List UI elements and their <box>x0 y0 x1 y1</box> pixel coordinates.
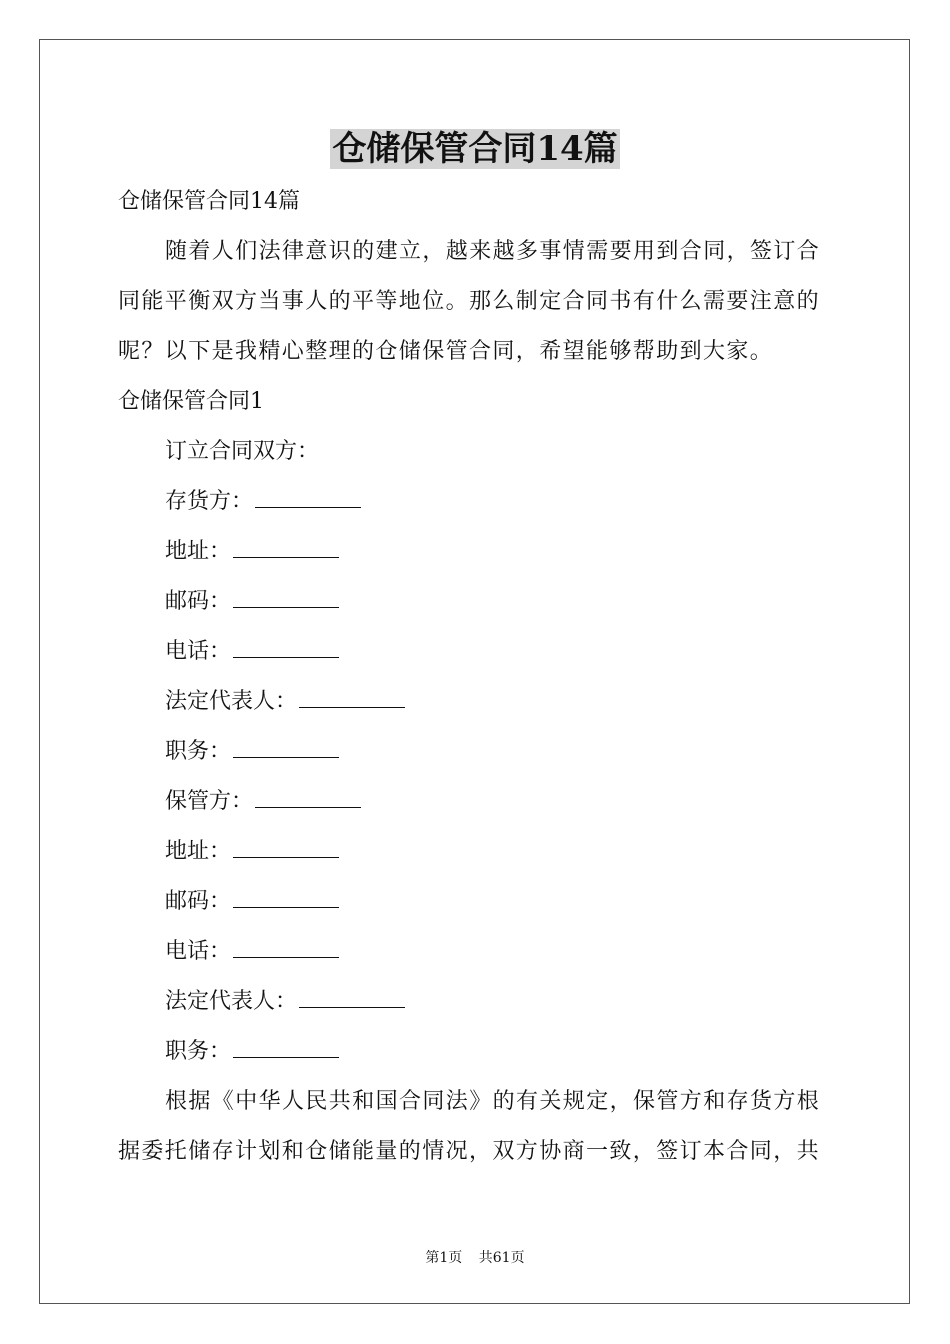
field-blank-line <box>299 689 405 708</box>
field-row <box>118 727 832 777</box>
field-blank-line <box>233 589 339 608</box>
field-label: 地址： <box>165 539 232 564</box>
field-blank-line <box>255 789 361 808</box>
field-label: 邮码： <box>165 889 232 914</box>
field-row <box>118 877 832 927</box>
field-row <box>118 977 832 1027</box>
parties-heading: 订立合同双方： <box>165 439 320 464</box>
subtitle: 仓储保管合同14篇 <box>118 189 300 214</box>
field-blank-line <box>233 839 339 858</box>
field-label: 职务： <box>165 1039 232 1064</box>
field-label: 存货方： <box>165 489 254 514</box>
field-blank-line <box>299 989 405 1008</box>
document-title-wrap <box>0 128 950 170</box>
field-blank-line <box>233 639 339 658</box>
field-blank-line <box>233 739 339 758</box>
document-body <box>118 177 832 1177</box>
field-row <box>118 927 832 977</box>
field-row <box>118 1027 832 1077</box>
intro-paragraph: 随着人们法律意识的建立，越来越多事情需要用到合同，签订合同能平衡双方当事人的平等地位。那么制定合同书有什么需要注意的呢？以下是我精心整理的仓储保管合同，希望能够帮助到大家。 <box>118 239 821 364</box>
field-blank-line <box>255 489 361 508</box>
field-label: 电话： <box>165 639 232 664</box>
field-label: 保管方： <box>165 789 254 814</box>
field-label: 邮码： <box>165 589 232 614</box>
field-label: 法定代表人： <box>165 689 298 714</box>
field-row <box>118 827 832 877</box>
field-label: 地址： <box>165 839 232 864</box>
body-paragraph: 根据《中华人民共和国合同法》的有关规定，保管方和存货方根据委托储存计划和仓储能量的情况，双方协商一致，签订本合同，共 <box>118 1089 821 1164</box>
field-row <box>118 577 832 627</box>
field-blank-line <box>233 1039 339 1058</box>
field-label: 法定代表人： <box>165 989 298 1014</box>
field-row <box>118 677 832 727</box>
party-fields <box>118 477 832 1077</box>
document-title: 仓储保管合同14篇 <box>332 129 618 169</box>
page-total: 共61页 <box>478 1250 525 1266</box>
section-heading: 仓储保管合同1 <box>118 389 264 414</box>
page-footer <box>0 1247 950 1267</box>
field-row <box>118 527 832 577</box>
field-blank-line <box>233 939 339 958</box>
field-row <box>118 777 832 827</box>
page-number: 第1页 <box>425 1250 463 1266</box>
field-row <box>118 477 832 527</box>
field-blank-line <box>233 889 339 908</box>
field-label: 职务： <box>165 739 232 764</box>
field-blank-line <box>233 539 339 558</box>
field-row <box>118 627 832 677</box>
field-label: 电话： <box>165 939 232 964</box>
